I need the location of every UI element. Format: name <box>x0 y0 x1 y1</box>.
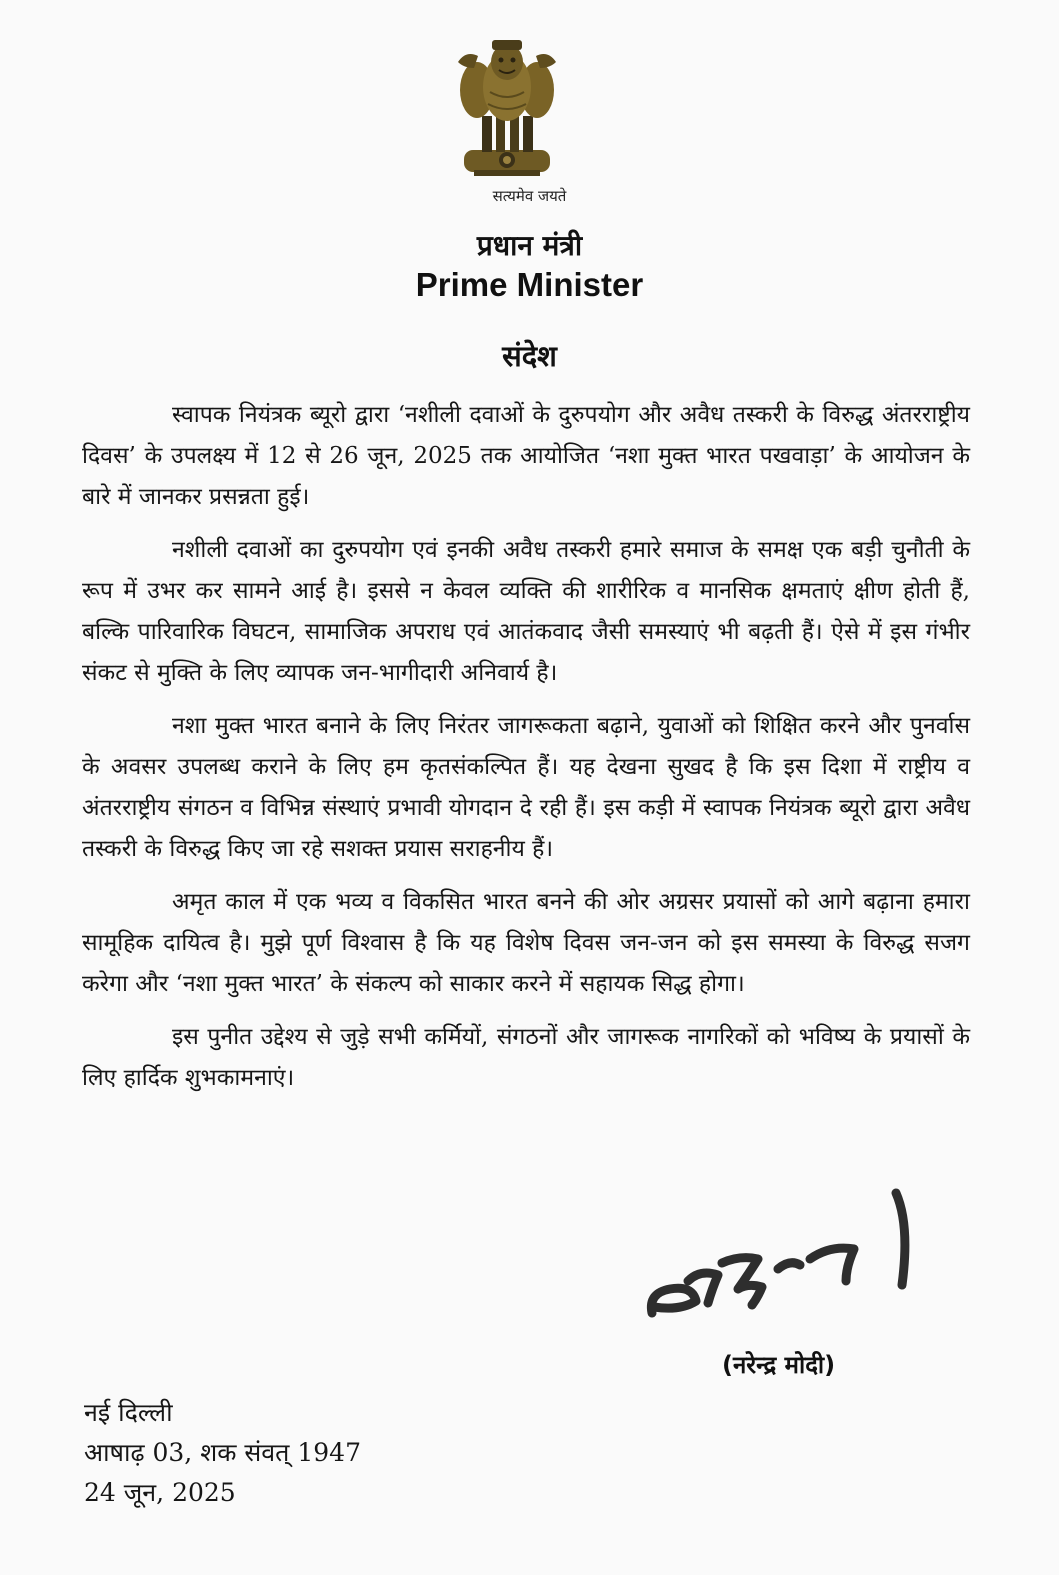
state-emblem-icon <box>452 32 562 182</box>
paragraph-2: नशीली दवाओं का दुरुपयोग एवं इनकी अवैध तस्करी हमारे समाज के समक्ष एक बड़ी चुनौती के रूप में उभर कर सामने आई है। इससे न केवल व्यक्ति की शारीरिक व मानसिक क्षमताएं क्षीण होती हैं, बल्कि पारिवारिक विघटन, सामाजिक अपराध एवं आतंकवाद जैसी समस्याएं भी बढ़ती हैं। ऐसे में इस गंभीर संकट से मुक्ति के लिए व्यापक जन-भागीदारी अनिवार्य है। <box>82 537 970 686</box>
office-title-hindi: प्रधान मंत्री <box>476 229 583 262</box>
office-title-english: Prime Minister <box>415 266 644 303</box>
place-and-date <box>84 1393 361 1513</box>
paragraph-5: इस पुनीत उद्देश्य से जुड़े सभी कर्मियों, संगठनों और जागरूक नागरिकों को भविष्य के प्रयासों के लिए हार्दिक शुभकामनाएं। <box>82 1024 970 1091</box>
paragraph-1: स्वापक नियंत्रक ब्यूरो द्वारा ‘नशीली दवाओं के दुरुपयोग और अवैध तस्करी के विरुद्ध अंतरराष्ट्रीय दिवस’ के उपलक्ष्य में 12 से 26 जून, 2025 तक आयोजित ‘नशा मुक्त भारत पखवाड़ा’ के आयोजन के बारे में जानकर प्रसन्नता हुई। <box>82 402 970 510</box>
place: नई दिल्ली <box>84 1398 173 1427</box>
message-heading: संदेश <box>502 339 557 373</box>
paragraph-3: नशा मुक्त भारत बनाने के लिए निरंतर जागरूकता बढ़ाने, युवाओं को शिक्षित करने और पुनर्वास के अवसर उपलब्ध कराने के लिए हम कृतसंकल्पित हैं। यह देखना सुखद है कि इस दिशा में राष्ट्रीय व अंतरराष्ट्रीय संगठन व विभिन्न संस्थाएं प्रभावी योगदान दे रही हैं। इस कड़ी में स्वापक नियंत्रक ब्यूरो द्वारा अवैध तस्करी के विरुद्ध किए जा रहे सशक्त प्रयास सराहनीय हैं। <box>82 713 970 862</box>
message-body <box>82 395 970 1111</box>
gregorian-date: 24 जून, 2025 <box>84 1478 236 1507</box>
signatory-name: (नरेन्द्र मोदी) <box>722 1351 836 1379</box>
emblem-motto: सत्यमेव जयते <box>492 187 567 205</box>
paragraph-4: अमृत काल में एक भव्य व विकसित भारत बनने की ओर अग्रसर प्रयासों को आगे बढ़ाना हमारा सामूहिक दायित्व है। मुझे पूर्ण विश्वास है कि यह विशेष दिवस जन-जन को इस समस्या के विरुद्ध सजग करेगा और ‘नशा मुक्त भारत’ के संकल्प को साकार करने में सहायक सिद्ध होगा। <box>82 889 970 997</box>
saka-date: आषाढ़ 03, शक संवत् 1947 <box>84 1438 361 1467</box>
handwritten-signature-icon <box>640 1185 920 1325</box>
